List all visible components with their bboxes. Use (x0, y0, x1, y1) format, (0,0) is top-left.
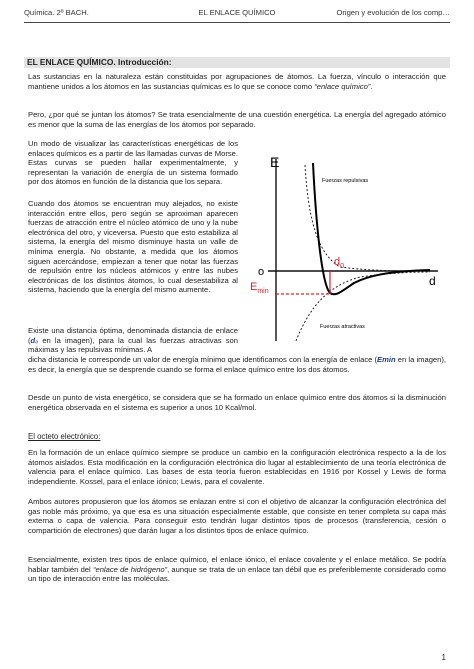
text: Existe una distancia óptima, denominada distancia de enlace ( (28, 326, 238, 345)
paragraph-intro-1 (28, 72, 446, 91)
axis-x-label: d (429, 274, 436, 288)
text: dicha distancia le corresponde un valor de energía mínimo que identificamos con la energía de enlace ( (28, 355, 378, 364)
attractive-forces-curve (296, 272, 430, 341)
attractive-label: Fuerzas atractivas (320, 324, 365, 330)
paragraph-octeto-3 (28, 555, 446, 584)
emin-text: E (250, 281, 258, 293)
subheading-octeto: El octeto electrónico: (28, 432, 101, 441)
text: en la imagen), para la cual las fuerzas atractivas son máximas y las repulsivas mínimas. A (28, 335, 238, 355)
paragraph-octeto-1: En la formación de un enlace químico siempre se produce un cambio en la configuración electrónica respecto a la de los átomos aislados. Esta modificación en la configuración electrónica dio lugar al establecimiento de una teoría electrónica de valencia para el enlace químico. Las bases de esta teoría fueron establecidas en 1916 por Kossel y Lewis de forma independiente. Kossel, para el enlace iónico; Lewis, para el covalente. (28, 448, 446, 486)
repulsive-label: Fuerzas repulsivas (322, 178, 369, 184)
paragraph-distance-full (28, 355, 446, 374)
symbol-emin: Emin (377, 355, 396, 364)
section-title-bar (24, 57, 450, 68)
morse-curve-figure (250, 145, 446, 345)
section-title: EL ENLACE QUÍMICO. Introducción: (27, 57, 172, 67)
symbol-d0: d₀ (30, 335, 39, 345)
d0-text: d (334, 256, 341, 268)
page-number: 1 (441, 653, 446, 662)
term-enlace-quimico: “enlace químico” (314, 81, 371, 91)
paragraph-distance-narrow (28, 326, 238, 355)
paragraph-octeto-2: Ambos autores propusieron que los átomos se enlazan entre sí con el objetivo de alcanzar la configuración electrónica del gas noble más próximo, ya que esa es una situación especialmente estable, que consiste en tener completa su capa más externa o capa de valencia. Para conseguir esto tendrán lugar distintos tipos de procesos (transferencia, cesión o compartición de electrones) que darán lugar a los distintos tipos de enlace químico. (28, 497, 446, 535)
paragraph-intro-2: Pero, ¿por qué se juntan los átomos? Se trata esencialmente de una cuestión energética. La energía del agregado atómico es menor que la suma de las energías de los átomos por separado. (28, 110, 446, 129)
text: Esencialmente, existen tres tipos de enlace químico, el enlace iónico, el enlace covalente y el enlace metálico. Se podría hablar también del (28, 555, 446, 574)
d0-label (334, 256, 344, 270)
axis-y-label: E (270, 154, 280, 170)
header-rule (24, 22, 450, 23)
text: en la imagen), es decir, la energía que se desprende cuando se forma el enlace químico entre los dos átomos. (28, 355, 447, 374)
text: , aunque se trata de un enlace tan débil que es preferiblemente considerado como un tipo de interacción entre las moléculas. (28, 564, 446, 584)
header-right: Origen y evolución de los comp… (336, 8, 450, 17)
text: Las sustancias en la naturaleza están constituidas por agrupaciones de átomos. La fuerza, vínculo o interacción que mantiene unidos a los átomos en las sustancias químicas es lo que se conoce como (28, 72, 446, 91)
paragraph-morse: Un modo de visualizar las características energéticas de los enlaces químicos es a partir de las llamadas curvas de Morse. Estas curvas se pueden hallar experimentalmente, y representan la variación de energía de un sistema formado por dos átomos en función de la distancia que los separa. (28, 139, 238, 187)
term-enlace-hidrogeno: “enlace de hidrógeno” (92, 564, 168, 574)
emin-subscript: min (257, 288, 269, 295)
header-left: Química. 2º BACH. (24, 8, 89, 17)
page-header (24, 8, 450, 20)
paragraph-approach: Cuando dos átomos se encuentran muy alejados, no existe interacción entre ellos, pero según se aproximan aparecen fuerzas de atracción entre el núcleo atómico de uno y la nube electrónica del otro, y viceversa. Puesto que esto estabiliza al sistema, la energía del mismo disminuye hasta un valle de mínima energía. No obstante, a medida que los átomos siguen acercándose, empiezan a tener que notar las fuerzas de repulsión entre los núcleos atómicos y entre las nubes electrónicas de los distintos átomos, lo cual desestabiliza al sistema, haciendo que la energía del mismo aumente. (28, 199, 238, 295)
d0-subscript: 0 (340, 263, 345, 270)
emin-label (250, 281, 269, 295)
origin-label: o (258, 266, 265, 278)
header-center: EL ENLACE QUÍMICO (198, 8, 276, 17)
text: . (370, 81, 373, 91)
paragraph-energy-criterion: Desde un punto de vista energético, se considera que se ha formado un enlace químico entre dos átomos si la disminución energética observada en el sistema es superior a unos 10 Kcal/mol. (28, 393, 446, 412)
